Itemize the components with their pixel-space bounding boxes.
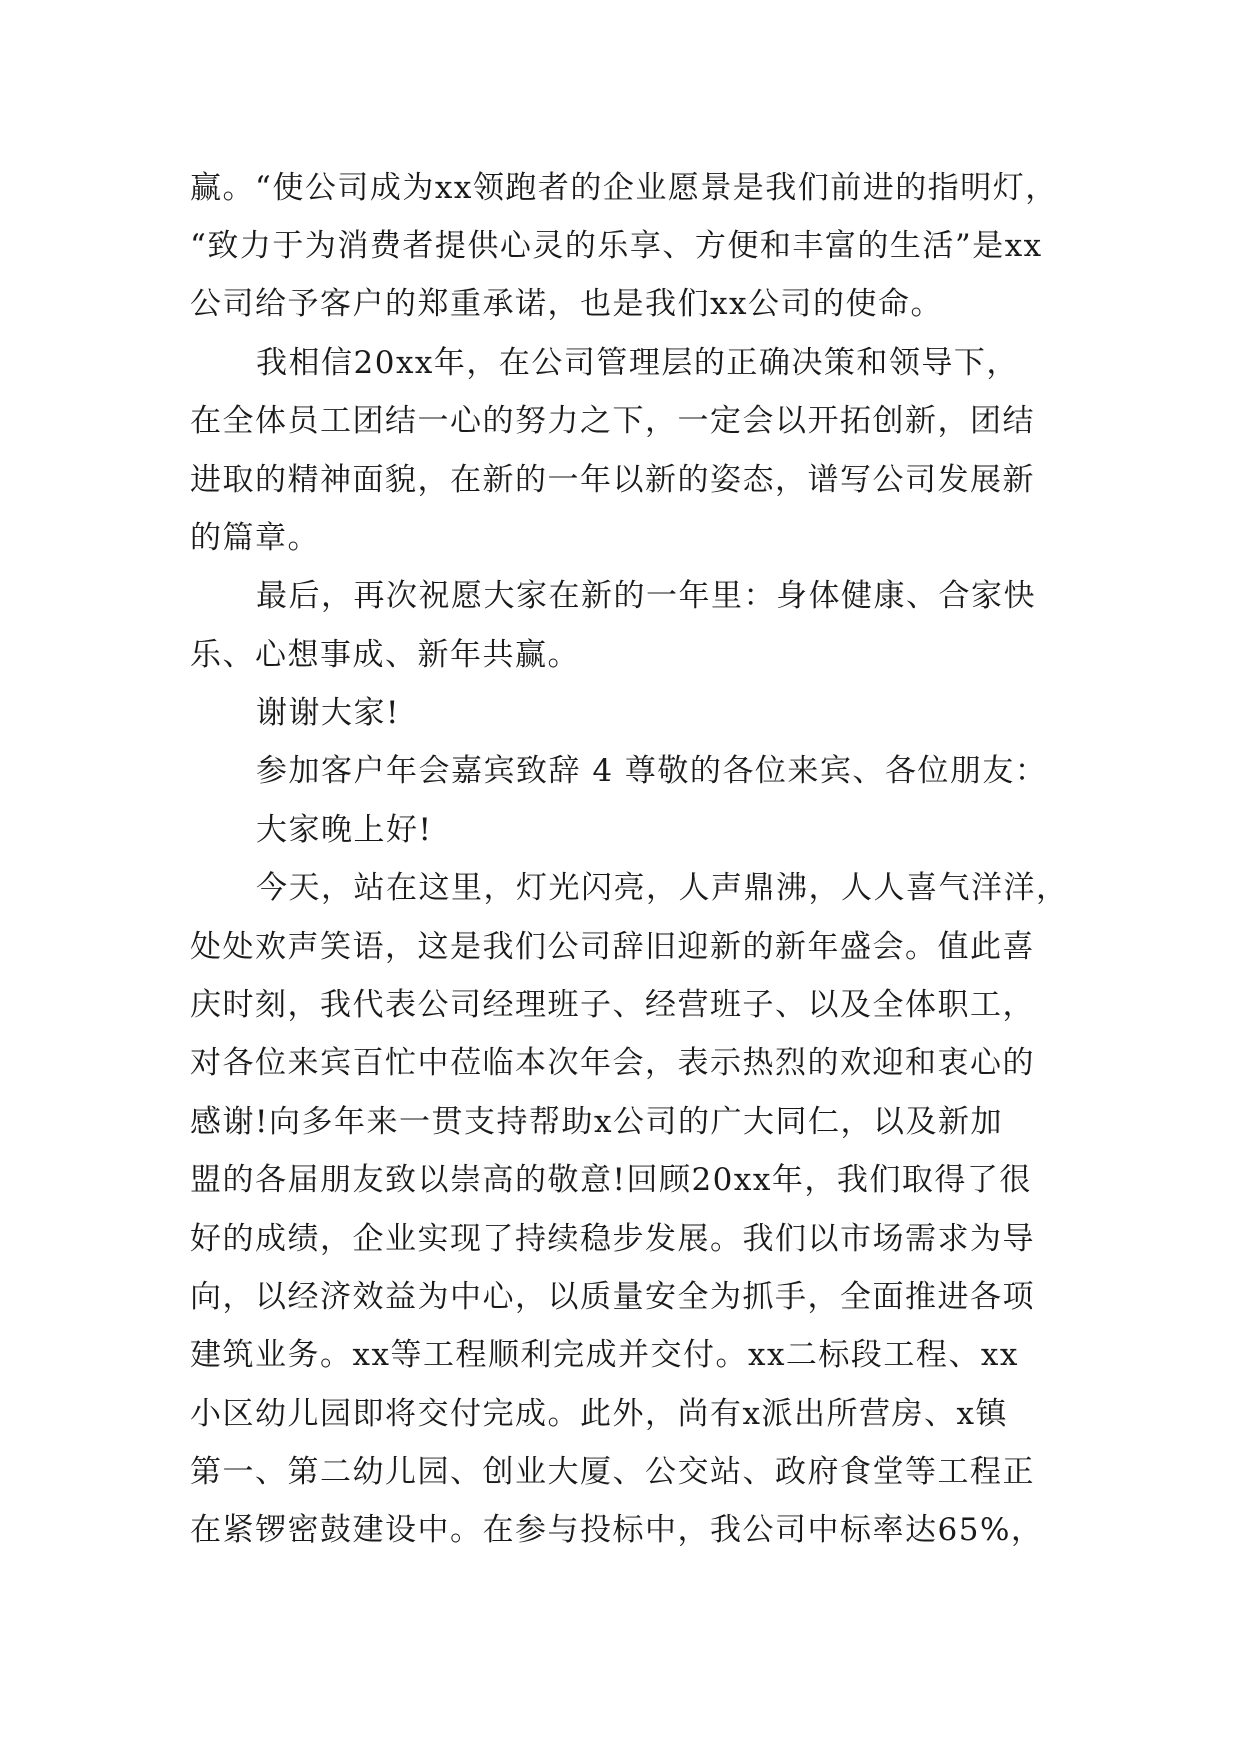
text-line: 向，以经济效益为中心，以质量安全为抓手，全面推进各项 xyxy=(190,1279,1035,1315)
text-line: 在紧锣密鼓建设中。在参与投标中，我公司中标率达65%， xyxy=(190,1512,1044,1548)
text-line: 处处欢声笑语，这是我们公司辞旧迎新的新年盛会。值此喜 xyxy=(190,929,1035,965)
text-line: 庆时刻，我代表公司经理班子、经营班子、以及全体职工， xyxy=(190,987,1035,1023)
text-line: 建筑业务。xx等工程顺利完成并交付。xx二标段工程、xx xyxy=(190,1337,1019,1373)
text-line: “致力于为消费者提供心灵的乐享、方便和丰富的生活”是xx xyxy=(190,228,1043,264)
text-line: 好的成绩，企业实现了持续稳步发展。我们以市场需求为导 xyxy=(190,1221,1035,1257)
text-line: 盟的各届朋友致以崇高的敬意!回顾20xx年，我们取得了很 xyxy=(190,1162,1032,1198)
text-line: 我相信20xx年，在公司管理层的正确决策和领导下， xyxy=(256,345,1019,381)
text-line: 大家晚上好! xyxy=(256,812,433,848)
text-line: 最后，再次祝愿大家在新的一年里：身体健康、合家快 xyxy=(256,578,1036,614)
text-line: 乐、心想事成、新年共赢。 xyxy=(190,637,580,673)
text-line: 感谢!向多年来一贯支持帮助x公司的广大同仁，以及新加 xyxy=(190,1104,1003,1140)
text-line: 进取的精神面貌，在新的一年以新的姿态，谱写公司发展新 xyxy=(190,462,1035,498)
text-line: 对各位来宾百忙中莅临本次年会，表示热烈的欢迎和衷心的 xyxy=(190,1045,1035,1081)
text-line: 第一、第二幼儿园、创业大厦、公交站、政府食堂等工程正 xyxy=(190,1454,1035,1490)
text-line: 公司给予客户的郑重承诺，也是我们xx公司的使命。 xyxy=(190,286,943,322)
text-line: 在全体员工团结一心的努力之下，一定会以开拓创新，团结 xyxy=(190,403,1035,439)
text-line: 小区幼儿园即将交付完成。此外，尚有x派出所营房、x镇 xyxy=(190,1396,1008,1432)
text-line: 参加客户年会嘉宾致辞 4 尊敬的各位来宾、各位朋友： xyxy=(256,753,1048,789)
text-line: 今天，站在这里，灯光闪亮，人声鼎沸，人人喜气洋洋， xyxy=(256,870,1069,906)
text-line: 谢谢大家! xyxy=(256,695,400,731)
text-line: 的篇章。 xyxy=(190,520,320,556)
text-line: 赢。“使公司成为xx领跑者的企业愿景是我们前进的指明灯， xyxy=(190,170,1058,206)
